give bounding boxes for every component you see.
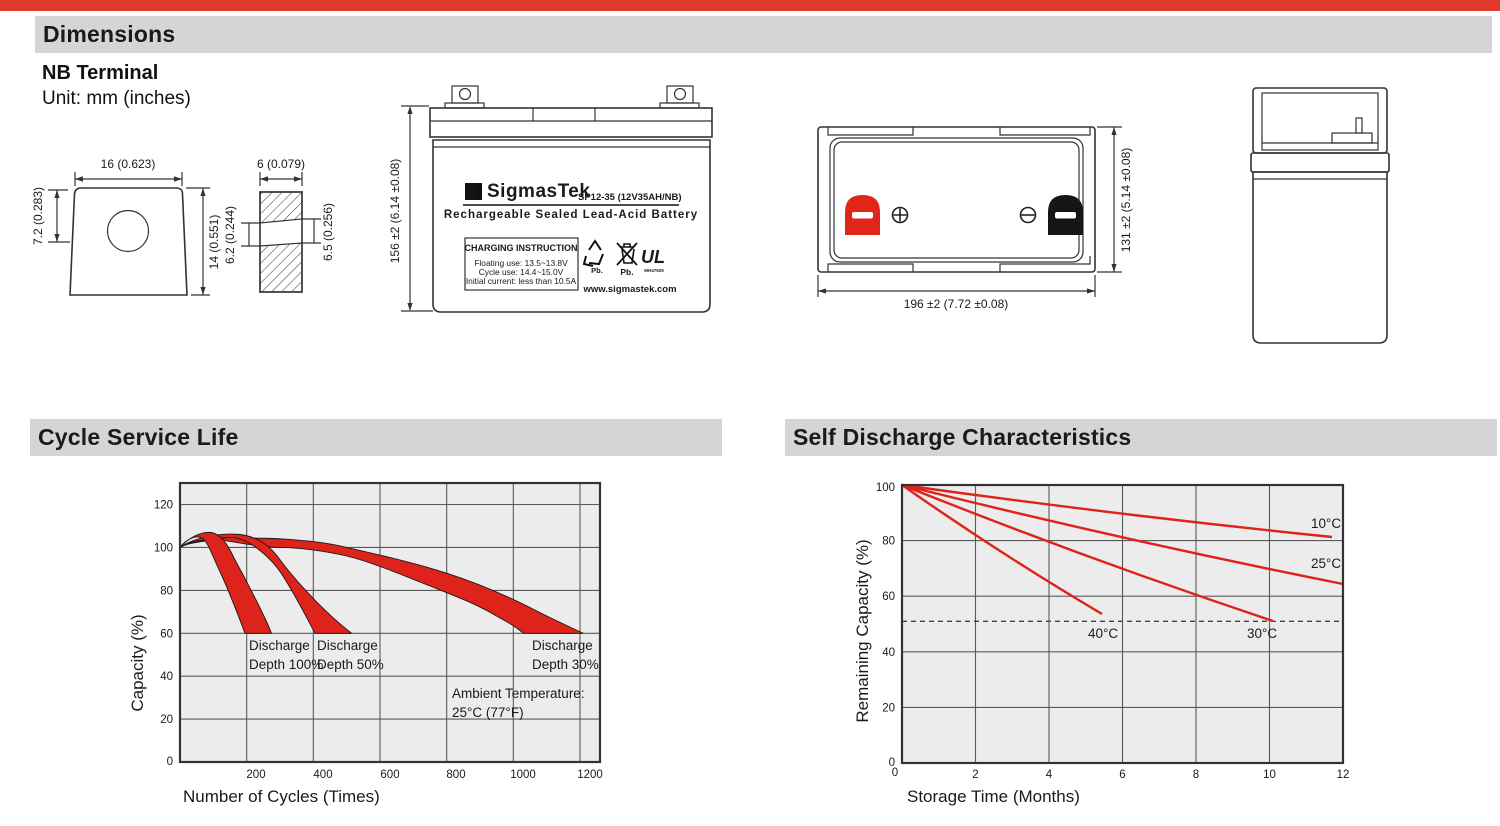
dim-6-label: 6 (0.079) <box>256 157 306 171</box>
top-width-label: 196 ±2 (7.72 ±0.08) <box>903 297 1009 311</box>
svg-text:Ambient Temperature:: Ambient Temperature: <box>452 686 585 701</box>
plus-symbol-icon <box>893 208 908 223</box>
svg-text:40: 40 <box>882 646 895 659</box>
svg-text:100: 100 <box>875 482 895 494</box>
pb-recycle-icon <box>584 241 603 275</box>
dim-6-5 <box>302 203 335 261</box>
pb-bin-crossed-icon <box>617 243 637 277</box>
svg-text:6: 6 <box>1119 769 1126 781</box>
svg-text:30°C: 30°C <box>1247 626 1278 641</box>
cycle-y-ticks <box>154 500 173 769</box>
unit-note: Unit: mm (inches) <box>42 88 191 109</box>
minus-symbol-icon <box>1021 208 1036 223</box>
terminal-side-drawing <box>225 150 355 320</box>
svg-text:200: 200 <box>246 769 266 781</box>
svg-text:1200: 1200 <box>577 769 603 781</box>
pb-bin-label: Pb. <box>620 267 634 277</box>
height-dimension <box>388 106 433 311</box>
svg-text:12: 12 <box>1336 769 1350 781</box>
svg-text:120: 120 <box>153 499 173 512</box>
svg-text:Depth 30%: Depth 30% <box>532 657 599 672</box>
charging-title: CHARGING INSTRUCTION <box>464 243 578 253</box>
cycle-xlabel: Number of Cycles (Times) <box>183 787 380 806</box>
self-discharge-chart <box>845 473 1400 823</box>
self-discharge-section-header <box>785 419 1497 456</box>
front-height-label: 156 ±2 (6.14 ±0.08) <box>388 158 402 264</box>
svg-text:800: 800 <box>446 769 466 781</box>
svg-text:60: 60 <box>160 628 173 641</box>
svg-text:80: 80 <box>160 585 173 598</box>
svg-text:100: 100 <box>153 542 173 555</box>
terminal-front-shape <box>70 188 187 295</box>
terminal-side-shape <box>260 192 302 292</box>
battery-label <box>444 181 698 295</box>
svg-text:20: 20 <box>160 714 173 727</box>
self-y-ticks <box>876 482 895 769</box>
svg-text:40°C: 40°C <box>1088 626 1119 641</box>
cycle-x-ticks <box>246 769 602 781</box>
cycle-service-life-chart <box>125 473 645 823</box>
dim-6-2 <box>223 206 260 264</box>
svg-text:Discharge: Discharge <box>317 638 378 653</box>
top-red-bar <box>0 0 1500 11</box>
battery-front-view <box>388 80 738 325</box>
website: www.sigmastek.com <box>583 284 677 295</box>
negative-terminal-red <box>845 195 880 235</box>
ul-code: MH47929 <box>644 268 664 273</box>
svg-text:Discharge: Discharge <box>249 638 310 653</box>
terminal-front-drawing <box>30 150 225 320</box>
top-width-dimension <box>818 275 1095 311</box>
self-xlabel: Storage Time (Months) <box>907 787 1080 806</box>
svg-text:1000: 1000 <box>510 769 536 781</box>
charging-line2: Cycle use: 14.4~15.0V <box>478 267 564 277</box>
model-number: SP12-35 (12V35AH/NB) <box>578 192 682 203</box>
svg-text:600: 600 <box>380 769 400 781</box>
svg-text:Discharge: Discharge <box>532 638 593 653</box>
self-x-ticks <box>892 767 1350 781</box>
ul-mark-icon <box>641 247 665 273</box>
svg-text:40: 40 <box>160 671 173 684</box>
label-subtitle: Rechargeable Sealed Lead-Acid Battery <box>443 209 699 221</box>
brand-name: SigmasTek <box>487 181 591 202</box>
svg-text:400: 400 <box>313 769 333 781</box>
dim-7-2 <box>31 187 70 245</box>
svg-text:0: 0 <box>166 756 173 768</box>
self-ylabel: Remaining Capacity (%) <box>853 539 872 723</box>
svg-text:0: 0 <box>891 767 899 779</box>
positive-terminal-black <box>1048 195 1083 235</box>
terminal-type-label: NB Terminal <box>42 62 159 84</box>
svg-text:80: 80 <box>882 535 895 548</box>
cycle-title: Cycle Service Life <box>38 424 239 450</box>
svg-text:2: 2 <box>972 769 979 781</box>
svg-text:10: 10 <box>1263 769 1276 781</box>
self-discharge-title: Self Discharge Characteristics <box>793 424 1132 450</box>
svg-text:60: 60 <box>882 591 895 604</box>
top-height-label: 131 ±2 (5.14 ±0.08) <box>1119 147 1133 253</box>
dimensions-section-header <box>35 16 1492 53</box>
dim-14 <box>186 188 221 295</box>
svg-text:25°C (77°F): 25°C (77°F) <box>452 705 524 720</box>
svg-text:UL: UL <box>641 247 665 267</box>
dim-14-label: 14 (0.551) <box>207 214 221 270</box>
charging-line1: Floating use: 13.5~13.8V <box>474 258 568 268</box>
battery-side-view <box>1230 80 1410 360</box>
side-view-shape <box>1251 88 1389 343</box>
svg-text:Depth 50%: Depth 50% <box>317 657 384 672</box>
svg-text:10°C: 10°C <box>1311 516 1342 531</box>
dim-7-2-label: 7.2 (0.283) <box>31 186 45 246</box>
cycle-ylabel: Capacity (%) <box>128 614 147 712</box>
cycle-section-header <box>30 419 722 456</box>
dim-16 <box>75 157 182 186</box>
svg-text:0: 0 <box>888 757 895 769</box>
svg-text:20: 20 <box>882 702 895 715</box>
dim-16-label: 16 (0.623) <box>100 157 156 171</box>
dim-6-2-label: 6.2 (0.244) <box>223 205 237 265</box>
svg-text:4: 4 <box>1045 769 1053 781</box>
battery-terminals <box>445 86 699 108</box>
top-height-dimension <box>1097 127 1133 272</box>
sigma-icon: Σ <box>469 184 478 200</box>
svg-text:25°C: 25°C <box>1311 556 1342 571</box>
charging-line3: Initial current: less than 10.5A <box>465 276 577 286</box>
svg-text:8: 8 <box>1192 769 1200 781</box>
dim-6-5-label: 6.5 (0.256) <box>321 202 335 262</box>
dim-6 <box>257 157 305 186</box>
dimensions-title: Dimensions <box>43 21 176 47</box>
pb-recycle-label: Pb. <box>591 266 603 275</box>
svg-text:Depth 100%: Depth 100% <box>249 657 324 672</box>
battery-top-view <box>800 100 1160 315</box>
